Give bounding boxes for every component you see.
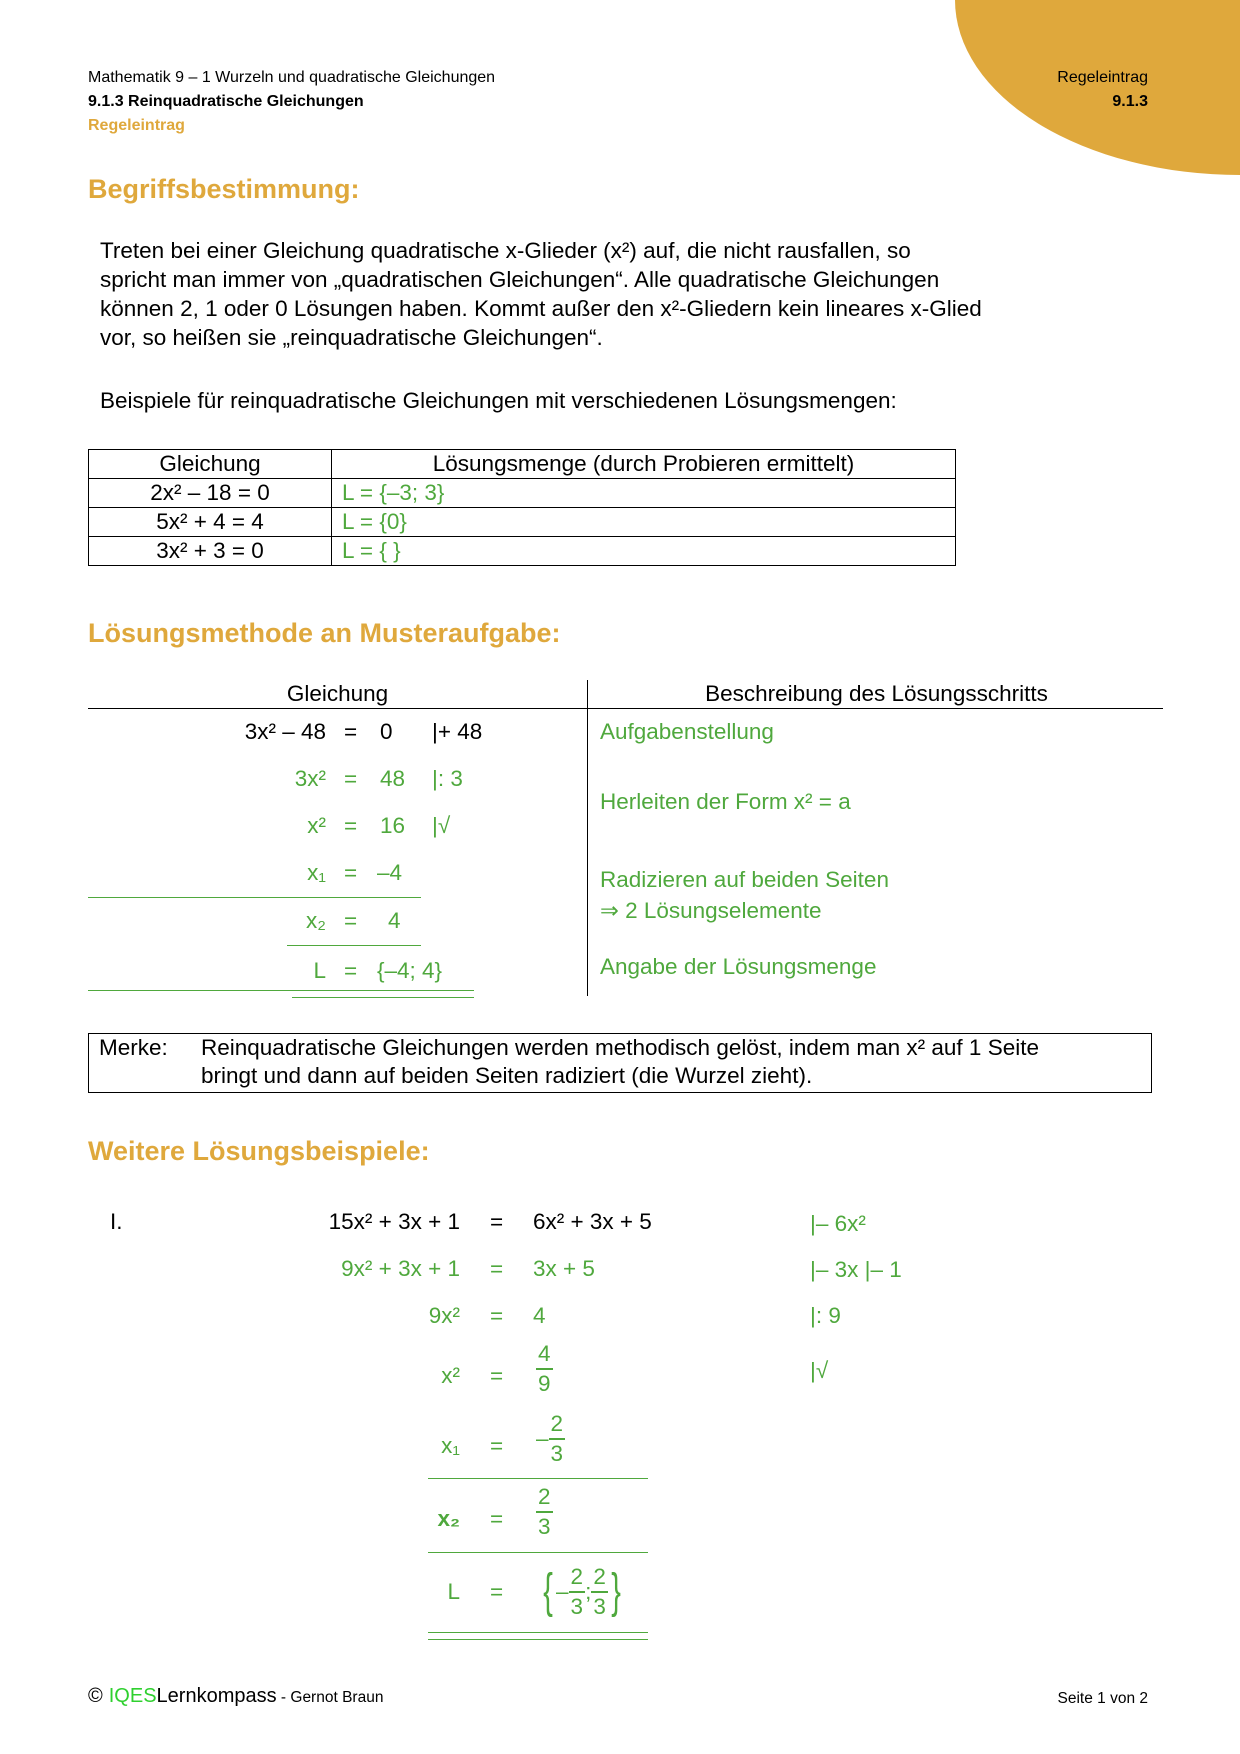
equation-cell: 5x² + 4 = 4	[89, 508, 332, 537]
step-lhs: x₁	[441, 1433, 460, 1458]
double-underline-bottom	[428, 1639, 648, 1640]
header-type-label: Regeleintrag	[88, 117, 185, 134]
paragraph-line: spricht man immer von „quadratischen Gleichungen“. Alle quadratische Gleichungen	[100, 267, 940, 292]
step-rhs: 4	[533, 1303, 546, 1328]
double-underline-top	[88, 990, 474, 991]
paragraph-line: können 2, 1 oder 0 Lösungen haben. Kommt außer den x²-Gliedern kein lineares x-Glied	[100, 296, 982, 321]
step-eq: =	[490, 1303, 504, 1328]
fraction-denominator: 9	[538, 1370, 551, 1396]
step-lhs: L	[447, 1579, 460, 1604]
description: Herleiten der Form x² = a	[600, 789, 851, 814]
step-op: |√	[810, 1358, 829, 1383]
step-rhs: 4	[388, 908, 401, 933]
description: Angabe der Lösungsmenge	[600, 954, 877, 979]
merke-line: bringt und dann auf beiden Seiten radiziert (die Wurzel zieht).	[201, 1063, 813, 1088]
step-lhs: 3x² – 48	[244, 719, 326, 744]
fraction-two-thirds	[536, 1486, 553, 1538]
description: Aufgabenstellung	[600, 719, 774, 744]
fraction-numerator: 2	[569, 1566, 586, 1593]
table-row	[89, 508, 956, 537]
fraction-denominator: 3	[550, 1440, 564, 1466]
fraction-numerator: 2	[549, 1413, 566, 1440]
fraction-numerator: 2	[591, 1566, 608, 1593]
step-rhs: –4	[377, 860, 403, 885]
step-eq: =	[344, 766, 358, 791]
copyright-icon: ©	[88, 1685, 103, 1707]
step-eq: =	[344, 719, 358, 744]
step-rhs: 3x + 5	[533, 1256, 595, 1281]
fraction-denominator: 3	[538, 1513, 551, 1539]
solution-set	[540, 1562, 624, 1622]
left-brace: {	[543, 1565, 553, 1618]
step-lhs: 9x²	[428, 1303, 460, 1328]
step-eq: =	[490, 1506, 504, 1531]
column-header: Lösungsmenge (durch Probieren ermittelt)	[332, 450, 956, 479]
footer-brand	[88, 1685, 383, 1708]
double-underline-top	[428, 1632, 648, 1633]
step-eq: =	[344, 958, 358, 983]
header-course: Mathematik 9 – 1 Wurzeln und quadratische Gleichungen	[88, 69, 496, 86]
column-header-gleichung: Gleichung	[286, 681, 389, 706]
column-header: Gleichung	[89, 450, 332, 479]
paragraph-line: Treten bei einer Gleichung quadratische x-Glieder (x²) auf, die nicht rausfallen, so	[100, 238, 911, 263]
step-lhs: x₂	[437, 1506, 460, 1531]
solution-cell: L = {–3; 3}	[332, 479, 956, 508]
equation-cell: 2x² – 18 = 0	[89, 479, 332, 508]
step-lhs: x₁	[307, 860, 326, 885]
solution-cell: L = {0}	[332, 508, 956, 537]
step-lhs: x²	[441, 1363, 460, 1388]
step-rhs: 48	[380, 766, 406, 791]
corner-type: Regeleintrag	[1057, 69, 1148, 86]
fraction-numerator: 2	[536, 1486, 553, 1513]
underline	[88, 897, 421, 898]
footer-author: - Gernot Braun	[276, 1689, 384, 1706]
column-divider	[587, 680, 588, 996]
step-eq: =	[344, 813, 358, 838]
minus-sign: –	[556, 1579, 569, 1604]
separator: ;	[585, 1579, 592, 1604]
step-eq: =	[490, 1209, 504, 1234]
table-row	[89, 537, 956, 566]
step-lhs: 15x² + 3x + 1	[328, 1209, 460, 1234]
underline	[287, 945, 421, 946]
fraction-denominator: 3	[570, 1593, 584, 1619]
solution-cell: L = { }	[332, 537, 956, 566]
merke-box	[88, 1033, 1152, 1093]
equation-cell: 3x² + 3 = 0	[89, 537, 332, 566]
paragraph-line: vor, so heißen sie „reinquadratische Gleichungen“.	[100, 325, 603, 350]
step-op: |– 6x²	[810, 1211, 866, 1236]
header-rule	[88, 708, 1163, 709]
right-brace: }	[611, 1565, 621, 1618]
minus-sign: –	[536, 1426, 549, 1451]
merke-label: Merke:	[99, 1035, 168, 1060]
description: ⇒ 2 Lösungselemente	[600, 898, 822, 923]
page-number: Seite 1 von 2	[1057, 1690, 1148, 1707]
section-title-loesungsmethode: Lösungsmethode an Musteraufgabe:	[88, 618, 561, 648]
fraction-four-ninths	[536, 1343, 553, 1395]
example-label: I.	[110, 1209, 123, 1234]
step-eq: =	[344, 908, 358, 933]
fraction-minus-two-thirds	[536, 1413, 565, 1465]
step-eq: =	[490, 1433, 504, 1458]
column-header-beschreibung: Beschreibung des Lösungsschritts	[705, 681, 1048, 706]
step-eq: =	[490, 1363, 504, 1388]
step-lhs: L	[313, 958, 326, 983]
step-rhs: 0	[380, 719, 393, 744]
step-op: |: 3	[432, 766, 463, 791]
step-rhs: {–4; 4}	[377, 958, 443, 983]
underline	[428, 1552, 648, 1553]
table-header-row	[89, 450, 956, 479]
step-op: |: 9	[810, 1303, 841, 1328]
section-title-weitere: Weitere Lösungsbeispiele:	[88, 1136, 430, 1166]
step-eq: =	[344, 860, 358, 885]
step-eq: =	[490, 1579, 504, 1604]
definition-paragraph	[100, 236, 982, 352]
merke-line: Reinquadratische Gleichungen werden methodisch gelöst, indem man x² auf 1 Seite	[201, 1035, 1039, 1060]
description: Radizieren auf beiden Seiten	[600, 867, 889, 892]
double-underline-bottom	[292, 997, 474, 998]
examples-table	[88, 449, 956, 566]
step-op: |√	[432, 813, 451, 838]
step-lhs: x²	[307, 813, 326, 838]
step-op: |+ 48	[432, 719, 483, 744]
examples-intro: Beispiele für reinquadratische Gleichungen mit verschiedenen Lösungsmengen:	[100, 388, 897, 413]
header-chapter: 9.1.3 Reinquadratische Gleichungen	[88, 93, 364, 110]
brand-iqes: IQES	[108, 1685, 157, 1707]
step-op: |– 3x |– 1	[810, 1257, 902, 1282]
step-eq: =	[490, 1256, 504, 1281]
section-title-begriffsbestimmung: Begriffsbestimmung:	[88, 174, 360, 204]
step-lhs: x₂	[306, 908, 326, 933]
corner-number: 9.1.3	[1112, 93, 1148, 110]
step-rhs: 16	[380, 813, 406, 838]
fraction-numerator: 4	[536, 1343, 553, 1370]
step-rhs: 6x² + 3x + 5	[533, 1209, 652, 1234]
step-lhs: 3x²	[294, 766, 326, 791]
step-lhs: 9x² + 3x + 1	[341, 1256, 460, 1281]
brand-lernkompass: Lernkompass	[156, 1685, 277, 1707]
fraction-denominator: 3	[593, 1593, 606, 1619]
underline	[428, 1478, 648, 1479]
table-row	[89, 479, 956, 508]
